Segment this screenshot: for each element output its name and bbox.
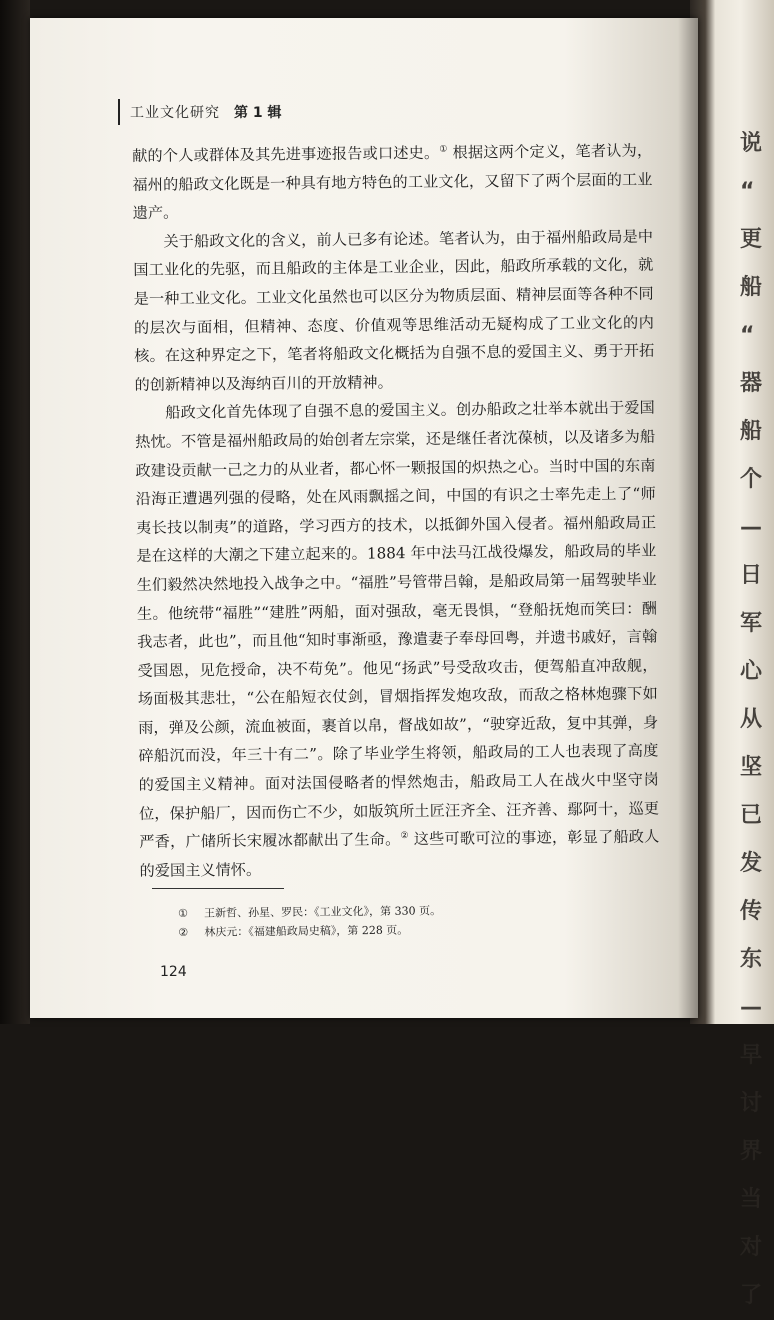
paragraph-text: 这些可歌可泣的事迹，彰显了船政人的爱国主义情怀。 [139, 827, 660, 880]
paragraph: 关于船政文化的含义，前人已多有论述。笔者认为，由于福州船政局是中国工业化的先驱，而且船政的主体是工业企业，因此，船政所承载的文化，就是一种工业文化。工业文化虽然也可以区分为物质层面、精神层面等各种不同的层次与面相，但精神、态度、价值观等思维活动无疑构成了工业文化的内核。在这种界定之下，笔者将船政文化概括为自强不息的爱国主义、勇于开拓的创新精神以及海纳百川的开放精神。 [133, 227, 655, 394]
running-head [118, 98, 282, 126]
issue-number: 第 1 辑 [234, 105, 282, 121]
paragraph [132, 137, 653, 228]
paragraph [135, 394, 660, 886]
footnote-mark: ① [178, 906, 189, 920]
paragraph-text: 献的个人或群体及其先进事迹报告或口述史。 [132, 143, 440, 165]
journal-title: 工业文化研究 [130, 105, 220, 121]
footnote-ref[interactable]: ① [439, 144, 448, 155]
footnote-text: 王新哲、孙星、罗民：《工业文化》，第 330 页。 [204, 904, 442, 920]
footnote-mark: ② [178, 925, 189, 939]
page-number: 124 [160, 964, 187, 980]
footnote [178, 920, 441, 942]
footnotes [178, 901, 441, 942]
facing-page-text: 说 “ 更 船 “ 器 船 个 — 日 军 心 从 坚 已 发 传 东 — 早 讨 界 当 对 了 [740, 131, 763, 1308]
running-head-rule [118, 99, 120, 125]
paragraph-text: 船政文化首先体现了自强不息的爱国主义。创办船政之壮举本就出于爱国热忱。不管是福州船政局的始创者左宗棠，还是继任者沈葆桢，以及诸多为船政建设贡献一己之力的从业者，都心怀一颗报国的炽热之心。当时中国的东南沿海正遭遇列强的侵略，处在风雨飘摇之间，中国的有识之士率先走上了“师夷长技以制夷”的道路，学习西方的技术，以抵御外国入侵者。福州船政局正是在这样的大潮之下建立起来的。1884 年中法马江战役爆发，船政局的毕业生们毅然决然地投入战争之中。“福胜”号管带吕翰，是船政局第一届驾驶毕业生。他统带“福胜”“建胜”两船，面对强敌，毫无畏惧，“登船抚炮而笑曰：酬我志者，此也”，而且他“知时事渐亟，豫遣妻子奉母回粤，并遗书戚好，言翰受国恩，见危授命，决不苟免”。他见“扬武”号受敌攻击，便驾船直冲敌舰，场面极其悲壮，“公在船短衣仗剑，冒烟指挥发炮攻敌，而敌之格林炮骤下如雨，弹及公颜，流血被面，裹首以帛，督战如故”，“驶穿近敌，复中其弹，身碎船沉而没，年三十有二”。除了毕业学生将领，船政局的工人也表现了高度的爱国主义精神。面对法国侵略者的悍然炮击，船政局工人在战火中坚守岗位，保护船厂，因而伤亡不少，如版筑所土匠汪齐全、汪齐善、鄢阿十，巡更严香，广储所长宋履冰都献出了生命。 [135, 398, 660, 852]
body-text [132, 137, 660, 886]
footnote-divider [152, 888, 284, 889]
footnote-text: 林庆元：《福建船政局史稿》，第 228 页。 [204, 923, 409, 939]
paragraph-text: 根据这两个定义，笔者认为，福州的船政文化既是一种具有地方特色的工业文化，又留下了两个层面的工业遗产。 [132, 141, 653, 223]
footnote-ref[interactable]: ② [400, 831, 409, 842]
desk-background [0, 0, 30, 1024]
